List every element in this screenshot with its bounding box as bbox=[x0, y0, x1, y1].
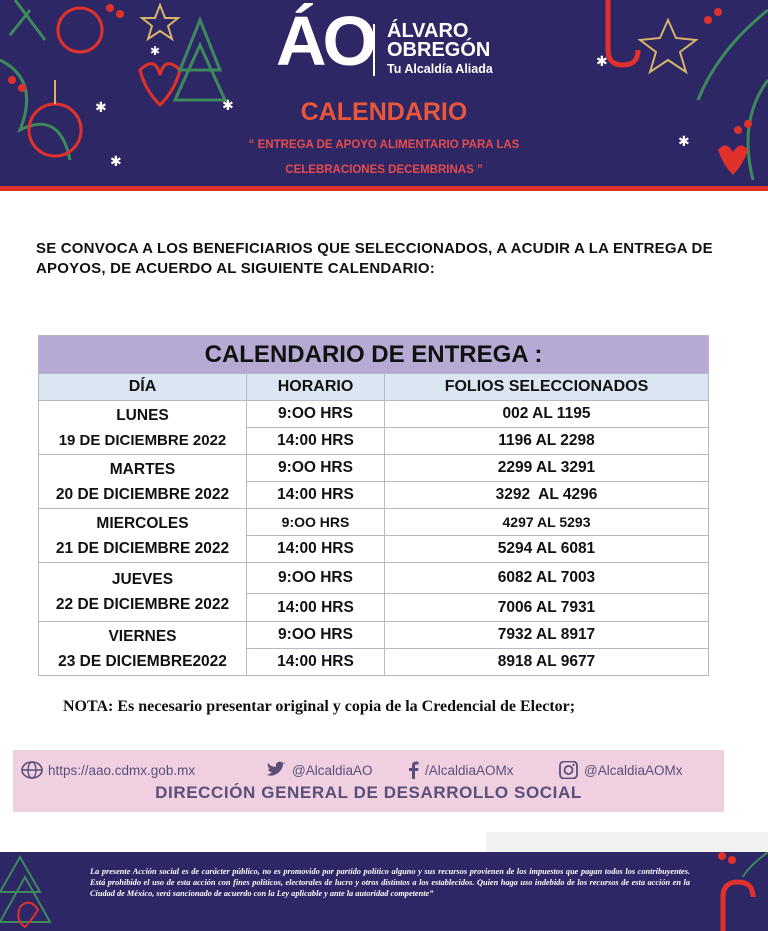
time-cell: 14:00 HRS bbox=[247, 482, 385, 509]
time-cell: 9:OO HRS bbox=[247, 563, 385, 594]
svg-text:✱: ✱ bbox=[596, 53, 608, 69]
svg-text:✱: ✱ bbox=[678, 133, 690, 149]
svg-text:✱: ✱ bbox=[95, 99, 107, 115]
table-row bbox=[39, 401, 709, 428]
website-link[interactable] bbox=[21, 761, 195, 779]
note-text: NOTA: Es necesario presentar original y copia de la Credencial de Elector; bbox=[63, 698, 576, 715]
day-name: LUNES bbox=[116, 406, 169, 424]
facebook-link[interactable] bbox=[406, 761, 514, 779]
website-text: https://aao.cdmx.gob.mx bbox=[48, 762, 196, 778]
svg-text:✱: ✱ bbox=[110, 153, 122, 169]
logo-name-line1: ÁLVARO bbox=[387, 20, 469, 42]
day-cell bbox=[39, 622, 247, 676]
time-cell: 9:OO HRS bbox=[247, 622, 385, 649]
table-row bbox=[39, 622, 709, 649]
day-date: 20 DE DICIEMBRE 2022 bbox=[55, 485, 230, 503]
header-time: HORARIO bbox=[247, 374, 385, 401]
christmas-decoration-right bbox=[568, 0, 768, 186]
christmas-decoration-left bbox=[0, 0, 260, 186]
twitter-text: @AlcaldiaAO bbox=[292, 762, 373, 778]
facebook-icon bbox=[406, 761, 420, 779]
subtitle-line1: “ ENTREGA DE APOYO ALIMENTARIO PARA LAS bbox=[248, 139, 520, 151]
table-row bbox=[39, 563, 709, 594]
table-row bbox=[39, 509, 709, 536]
day-date: 21 DE DICIEMBRE 2022 bbox=[55, 539, 230, 557]
day-cell bbox=[39, 563, 247, 622]
folios-cell: 1196 AL 2298 bbox=[385, 428, 709, 455]
folios-cell: 7006 AL 7931 bbox=[385, 594, 709, 622]
table-header-row bbox=[39, 374, 709, 401]
bottom-light-strip bbox=[486, 832, 768, 852]
direction-name: DIRECCIÓN GENERAL DE DESARROLLO SOCIAL bbox=[155, 783, 582, 802]
header-day: DÍA bbox=[39, 374, 247, 401]
folios-cell: 5294 AL 6081 bbox=[385, 536, 709, 563]
twitter-icon bbox=[265, 761, 287, 779]
day-name: VIERNES bbox=[108, 627, 177, 645]
logo-name-line2: OBREGÓN bbox=[387, 39, 491, 61]
table-row bbox=[39, 455, 709, 482]
day-date: 23 DE DICIEMBRE2022 bbox=[58, 652, 227, 670]
time-cell: 14:00 HRS bbox=[247, 536, 385, 563]
table-title: CALENDARIO DE ENTREGA : bbox=[39, 336, 709, 374]
day-cell bbox=[39, 509, 247, 563]
header-red-stripe bbox=[0, 186, 768, 191]
intro-text: SE CONVOCA A LOS BENEFICIARIOS QUE SELECCIONADOS, A ACUDIR A LA ENTREGA DE APOYOS, DE ACUERDO AL SIGUIENTE CALENDARIO: bbox=[36, 240, 713, 277]
twitter-link[interactable] bbox=[265, 761, 373, 779]
instagram-text: @AlcaldiaAOMx bbox=[584, 762, 683, 778]
folios-cell: 4297 AL 5293 bbox=[385, 509, 709, 536]
logo-mark: ÁO bbox=[276, 2, 373, 80]
instagram-icon bbox=[559, 761, 579, 779]
instagram-link[interactable] bbox=[559, 761, 682, 779]
page-title: CALENDARIO bbox=[300, 98, 468, 126]
legal-disclaimer: La presente Acción social es de carácter público, no es promovido por partido político alguno y sus recursos provienen de los impuestos que pagan todos los contribuyentes. Está prohibido el uso de esta acción con fines políticos, electorales de lucro y otros distintos a los establecidos. Quien haga uso indebido de los recursos de esta acción en la Ciudad de México, será sancionado de acuerdo con la Ley aplicable y ante la autoridad competente” bbox=[90, 867, 690, 898]
folios-cell: 2299 AL 3291 bbox=[385, 455, 709, 482]
day-date: 19 DE DICIEMBRE 2022 bbox=[58, 431, 227, 449]
contact-box bbox=[13, 750, 724, 812]
day-name: MARTES bbox=[109, 460, 176, 478]
christmas-decoration-bottom-left bbox=[0, 852, 80, 931]
logo-name bbox=[387, 22, 490, 60]
header-banner bbox=[0, 0, 768, 186]
time-cell: 14:00 HRS bbox=[247, 594, 385, 622]
time-cell: 14:00 HRS bbox=[247, 649, 385, 676]
day-cell bbox=[39, 455, 247, 509]
folios-cell: 7932 AL 8917 bbox=[385, 622, 709, 649]
footer-banner bbox=[0, 852, 768, 931]
facebook-text: /AlcaldiaAOMx bbox=[425, 762, 514, 778]
time-cell: 9:OO HRS bbox=[247, 401, 385, 428]
globe-icon bbox=[21, 761, 43, 779]
svg-text:✱: ✱ bbox=[222, 97, 234, 113]
day-name: JUEVES bbox=[111, 571, 174, 588]
logo-divider bbox=[373, 24, 375, 76]
logo-tagline: Tu Alcaldía Aliada bbox=[387, 62, 493, 76]
svg-text:✱: ✱ bbox=[150, 44, 161, 58]
time-cell: 14:00 HRS bbox=[247, 428, 385, 455]
christmas-decoration-bottom-right bbox=[698, 852, 768, 931]
folios-cell: 8918 AL 9677 bbox=[385, 649, 709, 676]
folios-cell: 3292 AL 4296 bbox=[385, 482, 709, 509]
day-cell bbox=[39, 401, 247, 455]
day-date: 22 DE DICIEMBRE 2022 bbox=[55, 596, 230, 613]
time-cell: 9:OO HRS bbox=[247, 455, 385, 482]
folios-cell: 002 AL 1195 bbox=[385, 401, 709, 428]
day-name: MIERCOLES bbox=[96, 514, 189, 532]
folios-cell: 6082 AL 7003 bbox=[385, 563, 709, 594]
subtitle-line2: CELEBRACIONES DECEMBRINAS ” bbox=[285, 164, 483, 176]
calendar-table bbox=[38, 335, 709, 676]
header-folios: FOLIOS SELECCIONADOS bbox=[385, 374, 709, 401]
time-cell: 9:OO HRS bbox=[247, 509, 385, 536]
